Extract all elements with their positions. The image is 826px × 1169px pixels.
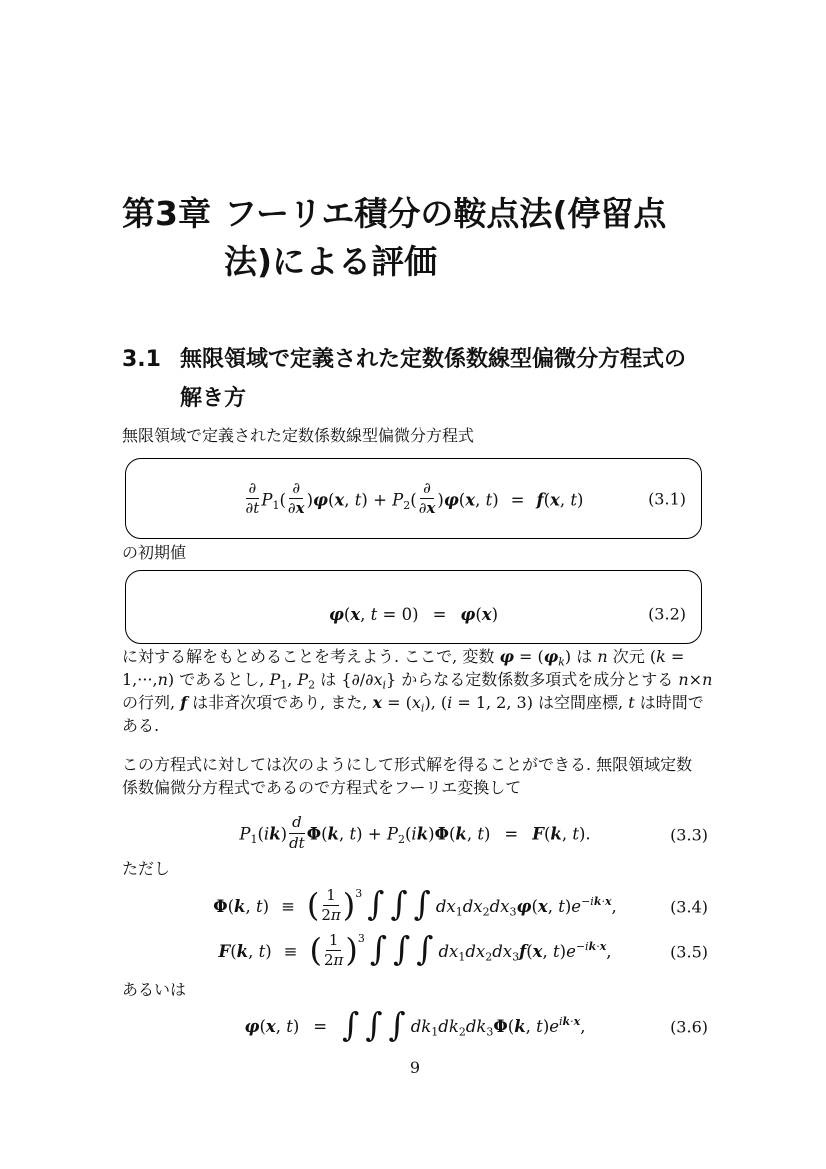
math-token: ), ( <box>424 693 448 712</box>
math-token <box>581 895 611 908</box>
math-token: x <box>550 490 560 509</box>
math-token: k <box>558 655 565 669</box>
math-token: は非斉次項であり, また, <box>187 693 373 712</box>
fraction-numerator <box>326 932 342 951</box>
math-token: Φ <box>213 896 228 916</box>
math-token: · <box>570 1015 574 1029</box>
page-content <box>122 0 713 1169</box>
math-token: 次元 ( <box>607 647 657 666</box>
math-token: x <box>334 490 345 509</box>
math-token: k <box>234 896 246 916</box>
math-token: x <box>573 1015 581 1029</box>
math-token: に対する解をもとめることを考えよう. ここで, 変数 <box>122 647 500 666</box>
math-token: φ <box>460 604 476 624</box>
math-token: ) <box>345 931 358 970</box>
equation-row-3-4 <box>122 884 708 930</box>
math-token: x <box>532 941 543 961</box>
integral-sign: ∫ <box>367 884 385 924</box>
section-heading-line1 <box>122 340 708 379</box>
math-token: ) <box>292 1017 300 1037</box>
math-token: x <box>481 604 492 624</box>
math-token: i <box>420 701 425 715</box>
math-token: この方程式に対しては次のようにして形式解を得ることができる. 無限領域定数 <box>122 755 693 774</box>
math-token: dx <box>492 941 513 961</box>
math-token: t <box>286 1017 293 1037</box>
math-token: ( <box>343 604 351 624</box>
math-token: × <box>688 670 703 689</box>
math-fraction <box>288 480 305 518</box>
math-token: 3 <box>355 886 363 900</box>
equation-box-3-2 <box>125 570 702 644</box>
math-token: ( <box>227 896 235 916</box>
math-token: ) <box>265 941 272 961</box>
math-token: t <box>485 490 493 509</box>
math-token: t <box>477 824 484 844</box>
math-token: 2 <box>323 950 334 969</box>
math-token: , <box>248 941 259 961</box>
math-token: ). <box>578 824 591 844</box>
math-token: 1 <box>272 498 280 512</box>
math-token: t <box>536 1017 543 1037</box>
integral-sign: ∫ <box>342 1004 360 1044</box>
math-token: π <box>330 905 341 924</box>
equation-row-3-3 <box>122 812 708 858</box>
math-token: Φ <box>306 824 322 844</box>
fraction-denominator <box>324 951 343 969</box>
math-token: x <box>604 894 612 908</box>
math-token: } からなる定数係数多項式を成分とする <box>386 670 679 689</box>
math-token: f <box>180 693 188 712</box>
math-token: = <box>432 604 447 624</box>
math-token: ( <box>309 931 322 970</box>
aruiwa-text: あるいは <box>122 980 187 999</box>
math-token: = ( <box>513 647 544 666</box>
math-token: , <box>542 941 553 961</box>
math-token: 1 <box>250 833 258 846</box>
math-token: k <box>562 1015 571 1029</box>
math-token: F <box>532 824 544 844</box>
math-token: 2 <box>482 905 490 919</box>
math-token: P <box>239 824 251 844</box>
math-token: P <box>392 490 404 509</box>
integral-sign: ∫ <box>369 929 388 969</box>
math-token: ( <box>257 824 264 844</box>
math-token: 2 <box>485 950 493 964</box>
math-token: k <box>327 824 339 844</box>
math-token: , <box>475 490 486 509</box>
math-fraction <box>321 887 340 925</box>
math-token: , <box>547 896 559 916</box>
math-token: ) <box>428 824 435 844</box>
math-token: i <box>263 824 270 844</box>
math-token: ) <box>280 824 288 844</box>
math-token: 1 <box>431 1025 439 1039</box>
math-token: ( <box>526 941 533 961</box>
math-token <box>559 1015 580 1028</box>
math-token: n <box>157 670 168 689</box>
math-token: dk <box>465 1017 487 1037</box>
math-token: i <box>382 678 386 692</box>
fraction-numerator <box>289 814 305 833</box>
math-token: t <box>349 824 357 844</box>
integral-sign: ∫ <box>390 884 408 924</box>
math-token: ( <box>230 941 237 961</box>
math-token: φ <box>313 490 328 509</box>
math-token: 3 <box>512 950 520 964</box>
math-token: ) <box>483 824 491 844</box>
paragraph-2 <box>122 753 708 799</box>
math-token: k <box>656 647 666 666</box>
math-token: φ <box>244 1017 260 1037</box>
integral-sign: ∫ <box>413 884 431 924</box>
math-token: ) であるとし, <box>167 670 270 689</box>
math-token: ( <box>404 824 412 844</box>
math-token: f <box>536 490 544 509</box>
equation-number-3-2: (3.2) <box>648 604 686 624</box>
math-token: t <box>354 490 362 509</box>
math-token: ∂ <box>418 499 427 517</box>
math-token: ≡ <box>281 896 295 916</box>
math-fraction <box>289 814 305 852</box>
initial-value-text: の初期値 <box>122 543 187 562</box>
math-token: n <box>702 670 713 689</box>
math-token: x <box>265 1017 276 1037</box>
equation-row-3-6 <box>122 1004 708 1050</box>
math-token: ≡ <box>283 941 298 961</box>
math-token: t <box>572 824 579 844</box>
math-token: · <box>601 894 605 908</box>
math-token: 1 <box>455 905 463 919</box>
math-token: t <box>255 896 263 916</box>
math-token: , <box>559 490 571 509</box>
math-token: ( <box>543 490 551 509</box>
chapter-title-line1: フーリエ積分の鞍点法(停留点 <box>224 194 667 233</box>
math-token: の行列, <box>122 693 181 712</box>
math-token: ( <box>259 1017 266 1037</box>
math-token: − <box>581 894 591 908</box>
equation-number-3-6: (3.6) <box>670 1017 708 1037</box>
math-token: P <box>269 670 281 689</box>
math-fraction <box>324 932 343 970</box>
math-token: x <box>465 490 476 509</box>
math-token: ( <box>410 490 417 509</box>
math-token: ( <box>531 896 538 916</box>
tadashi-text: ただし <box>122 859 171 878</box>
math-token: ) <box>437 490 444 509</box>
math-token: e <box>571 896 582 916</box>
math-token: φ <box>499 647 514 666</box>
body-line <box>122 645 708 668</box>
math-token: 3 <box>486 1025 494 1039</box>
body-line <box>122 714 708 737</box>
body-line <box>122 776 708 799</box>
math-token: = <box>313 1017 328 1037</box>
math-token: d <box>292 813 302 832</box>
math-token: x <box>372 693 383 712</box>
math-token: k <box>269 824 281 844</box>
fraction-denominator <box>246 499 260 517</box>
math-token: F <box>218 941 231 961</box>
section-number: 3.1 <box>122 347 161 372</box>
math-token: n <box>678 670 689 689</box>
math-token: t <box>552 941 560 961</box>
math-token: x <box>411 693 421 712</box>
math-token: ) <box>577 490 584 509</box>
math-token: ) <box>262 896 270 916</box>
integral-sign: ∫ <box>388 1004 406 1044</box>
equation-3-2 <box>328 604 499 624</box>
math-token: i <box>559 1015 563 1029</box>
math-token: , <box>287 670 298 689</box>
math-token: k <box>588 939 597 953</box>
math-token: Φ <box>434 824 449 844</box>
math-token: dk <box>410 1017 432 1037</box>
math-token: n <box>597 647 608 666</box>
paragraph-1 <box>122 645 713 737</box>
integral-sign: ∫ <box>365 1004 383 1044</box>
equation-3-6 <box>244 1004 586 1044</box>
section-title-line1: 無限領域で定義された定数係数線型偏微分方程式の <box>180 347 687 372</box>
math-token: x <box>426 499 436 517</box>
fraction-denominator <box>289 834 305 852</box>
math-token: k <box>593 894 602 908</box>
equation-3-1 <box>244 478 584 520</box>
math-fraction <box>246 480 260 518</box>
math-token: = 1, 2, 3) は空間座標, <box>452 693 629 712</box>
integral-sign: ∫ <box>393 929 411 969</box>
equation-number-3-3: (3.3) <box>670 825 708 845</box>
math-token: i <box>590 894 594 908</box>
math-fraction <box>419 480 436 518</box>
math-token: x <box>373 670 383 689</box>
math-token: x <box>295 499 305 517</box>
math-token: ( <box>458 490 466 509</box>
math-token: , <box>338 824 350 844</box>
math-token: ) + <box>361 490 393 509</box>
math-token: ∂ <box>423 478 431 497</box>
math-token: · <box>596 939 600 953</box>
section-title-line2: 解き方 <box>180 386 247 411</box>
equation-number-3-1: (3.1) <box>648 489 686 508</box>
math-token: , <box>275 1017 287 1037</box>
math-token: dx <box>462 896 483 916</box>
math-token: i <box>585 939 589 953</box>
math-token: ( <box>321 824 328 844</box>
math-token: k <box>514 1017 526 1037</box>
math-token: 係数偏微分方程式であるので方程式をフーリエ変換して <box>122 778 522 797</box>
math-token: 2 <box>397 833 405 846</box>
math-token: 1 <box>458 950 466 964</box>
math-token: 1 <box>326 885 336 904</box>
math-token: φ <box>328 604 344 624</box>
math-token: φ <box>443 490 459 509</box>
math-token: e <box>549 1017 560 1037</box>
math-token: dt <box>289 833 305 852</box>
fraction-denominator <box>321 906 340 924</box>
math-token: ( <box>327 490 335 509</box>
math-token: i <box>411 824 417 844</box>
math-token: , <box>606 941 612 961</box>
math-token: t <box>628 693 635 712</box>
math-token: t <box>570 490 578 509</box>
math-token: t <box>258 941 266 961</box>
math-token: , <box>466 824 478 844</box>
math-token: ∂ <box>292 478 301 497</box>
fraction-numerator <box>289 480 303 499</box>
math-token: π <box>333 950 344 969</box>
math-token: 1,···, <box>122 670 158 689</box>
math-token: ) <box>306 490 314 509</box>
math-token: x <box>537 896 548 916</box>
math-token: = <box>510 490 525 509</box>
chapter-heading <box>122 190 708 286</box>
math-token: i <box>447 693 453 712</box>
math-token: P <box>297 670 309 689</box>
body-line <box>122 753 708 776</box>
math-token: dx <box>465 941 486 961</box>
math-token: 1 <box>280 678 288 692</box>
math-token: , <box>360 604 371 624</box>
math-token: ( <box>448 824 456 844</box>
math-token: , <box>525 1017 537 1037</box>
math-token: 3 <box>509 905 517 919</box>
math-token: ∂ <box>248 478 257 497</box>
chapter-title-line2: 法)による評価 <box>224 242 438 281</box>
equation-box-3-1 <box>125 458 702 539</box>
math-token: 1 <box>328 930 339 949</box>
math-token: 2 <box>308 678 316 692</box>
math-token: φ <box>516 896 532 916</box>
math-token: dk <box>438 1017 459 1037</box>
math-token: ( <box>475 604 482 624</box>
fraction-numerator <box>323 887 339 906</box>
math-token: ある. <box>122 716 160 735</box>
math-token: t <box>558 896 565 916</box>
math-token: dx <box>489 896 510 916</box>
math-token: = 0) <box>377 604 419 624</box>
math-token: , <box>580 1017 586 1037</box>
math-token: , <box>344 490 355 509</box>
math-token: k <box>236 941 249 961</box>
math-token: ( <box>279 490 286 509</box>
math-token: 2 <box>403 498 411 512</box>
math-token: は {∂/∂ <box>315 670 374 689</box>
integral-sign: ∫ <box>416 929 434 969</box>
equation-3-3 <box>239 813 591 854</box>
equation-3-4 <box>213 884 617 926</box>
math-token: k <box>455 824 467 844</box>
math-token: x <box>350 604 361 624</box>
math-token: , <box>245 896 256 916</box>
section-heading <box>122 340 708 418</box>
fraction-numerator <box>246 480 260 499</box>
math-token: は時間で <box>634 693 704 712</box>
body-line <box>122 691 708 714</box>
math-token: , <box>611 896 617 916</box>
equation-3-5 <box>218 929 612 971</box>
math-token: e <box>566 941 576 961</box>
math-token: , <box>561 824 573 844</box>
math-token: = <box>665 647 685 666</box>
math-token: ) <box>559 941 567 961</box>
math-token: ) <box>491 604 499 624</box>
math-token: = <box>504 824 519 844</box>
math-token: ∂ <box>245 499 254 517</box>
math-token: ( <box>543 824 551 844</box>
math-token: f <box>519 941 527 961</box>
math-token: ) <box>342 886 356 925</box>
fraction-denominator <box>419 499 436 517</box>
math-token: ∂ <box>287 499 296 517</box>
math-token: x <box>599 939 607 953</box>
math-token: P <box>261 490 273 509</box>
math-token: ( <box>306 886 320 925</box>
math-token: 3 <box>357 931 365 945</box>
math-token: Φ <box>493 1017 508 1037</box>
math-token: 2 <box>321 905 331 924</box>
math-token: 2 <box>458 1025 466 1039</box>
fraction-denominator <box>288 499 305 517</box>
math-token: ) は <box>564 647 598 666</box>
body-line <box>122 668 713 692</box>
math-token: dx <box>435 896 456 916</box>
fraction-numerator <box>420 480 434 499</box>
math-token: ) + <box>356 824 387 844</box>
page-number: 9 <box>409 1058 421 1077</box>
math-token: − <box>575 939 586 953</box>
math-token: dx <box>438 941 459 961</box>
math-token: t <box>370 604 378 624</box>
math-token: = ( <box>382 693 412 712</box>
math-token: φ <box>543 647 559 666</box>
math-token: ( <box>507 1017 515 1037</box>
math-token: ) <box>542 1017 550 1037</box>
chapter-number: 第3章 <box>122 194 211 233</box>
equation-row-3-5 <box>122 929 708 975</box>
math-token: t <box>253 499 260 517</box>
math-token: P <box>386 824 398 844</box>
math-token: k <box>416 824 429 844</box>
equation-number-3-5: (3.5) <box>670 942 708 962</box>
math-token <box>576 940 606 953</box>
intro-text: 無限領域で定義された定数係数線型偏微分方程式 <box>122 426 475 445</box>
math-token: k <box>550 824 562 844</box>
equation-number-3-4: (3.4) <box>670 897 708 917</box>
math-token: ) <box>492 490 499 509</box>
math-token: ) <box>564 896 572 916</box>
chapter-heading-line1 <box>122 190 708 238</box>
